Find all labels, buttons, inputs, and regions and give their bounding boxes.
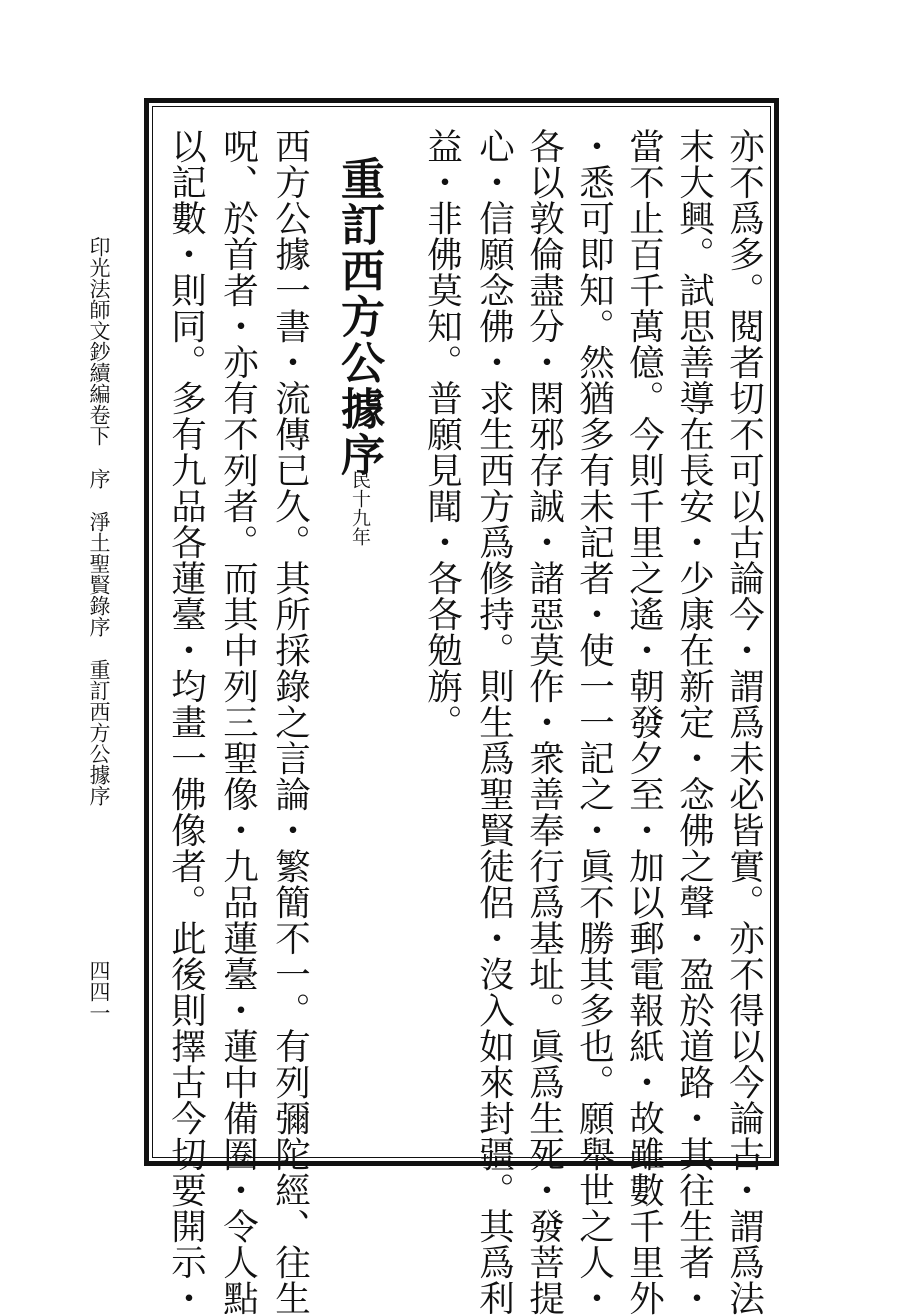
essay-column-1: 西方公據一書・流傳已久。其所採錄之言論・繁簡不一。有列彌陀經、往生 bbox=[269, 128, 311, 1316]
text-column-4: ・悉可即知。然猶多有未記者・使一一記之・眞不勝其多也。願舉世之人・ bbox=[573, 128, 615, 1316]
book-title: 印光法師文鈔續編卷下 bbox=[87, 236, 111, 446]
essay-column-2: 呪、於首者・亦有不列者。而其中列三聖像・九品蓮臺・蓮中備圈・令人點 bbox=[217, 128, 259, 1316]
text-column-7: 益・非佛莫知。普願見聞・各各勉旃。 bbox=[421, 128, 463, 740]
text-column-5: 各以敦倫盡分・閑邪存誠・諸惡莫作・衆善奉行爲基址。眞爲生死・發菩提 bbox=[523, 128, 565, 1316]
section-label: 序 bbox=[87, 468, 111, 489]
text-column-1: 亦不爲多。閱者切不可以古論今・謂爲未必皆實。亦不得以今論古・謂爲法 bbox=[723, 128, 765, 1316]
previous-essay-title: 淨土聖賢錄序 bbox=[87, 511, 111, 637]
text-column-2: 末大興。試思善導在長安・少康在新定・念佛之聲・盈於道路・其往生者・ bbox=[673, 128, 715, 1316]
text-column-3: 當不止百千萬億。今則千里之遙・朝發夕至・加以郵電報紙・故雖數千里外 bbox=[623, 128, 665, 1316]
running-header bbox=[88, 236, 109, 806]
essay-title: 重訂西方公據序 bbox=[333, 156, 384, 478]
text-column-6: 心・信願念佛・求生西方爲修持。則生爲聖賢徒侶・沒入如來封疆。其爲利 bbox=[473, 128, 515, 1316]
current-essay-title: 重訂西方公據序 bbox=[87, 659, 111, 806]
date-note: 民十九年 bbox=[349, 470, 371, 546]
essay-column-3: 以記數・則同。多有九品各蓮臺・均畫一佛像者。此後則擇古今切要開示・ bbox=[165, 128, 207, 1316]
page-number: 四四一 bbox=[87, 960, 111, 1023]
